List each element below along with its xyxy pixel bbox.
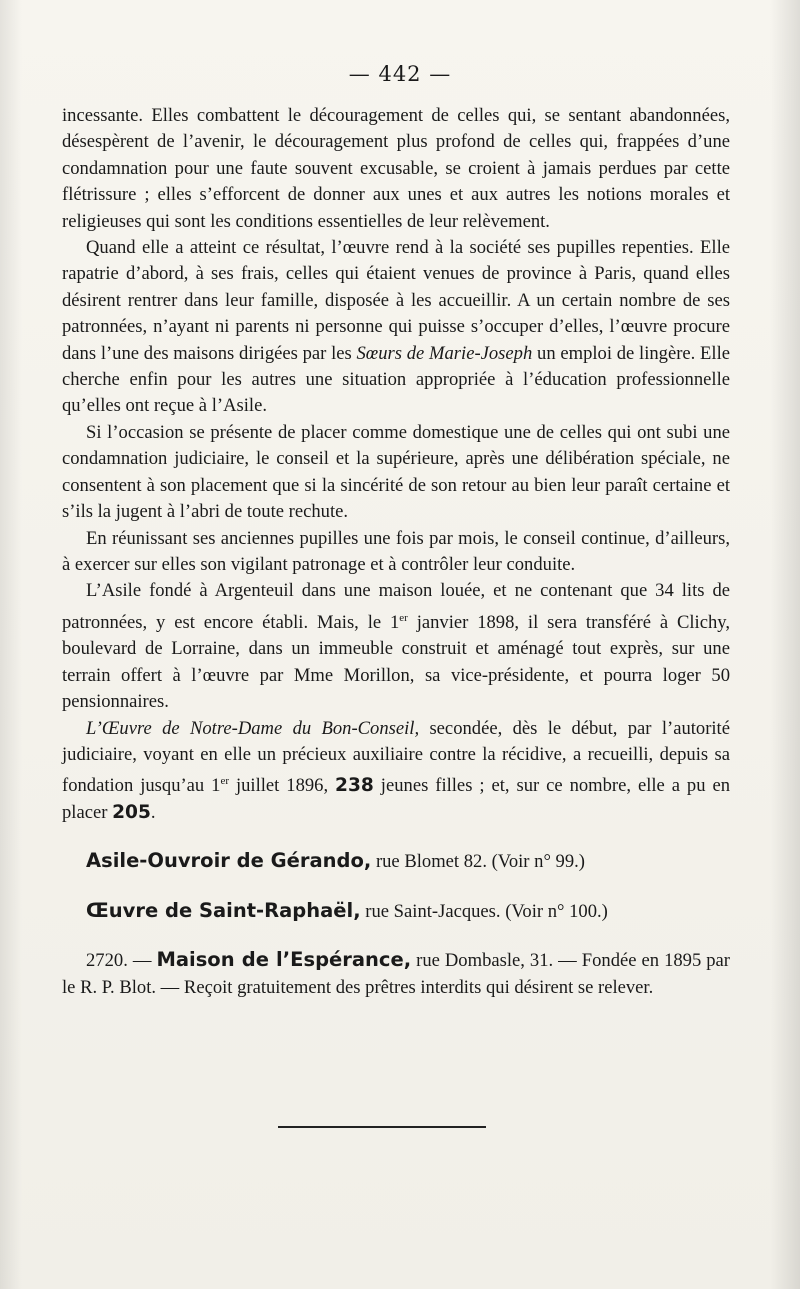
entry-title: Œuvre de Saint-Raphaël, [86,898,361,922]
bold-number: 238 [335,775,374,797]
separator-rule [278,1126,486,1128]
entry: Asile-Ouvroir de Gérando, rue Blomet 82. (Voir n° 99.) [86,849,585,873]
entry-title: Maison de l’Espérance, [156,948,412,972]
entry-number: 2720. — [86,950,157,972]
paragraph: Quand elle a atteint ce résultat, l’œuvre rend à la société ses pupilles repenties. Elle rapatrie d’abord, à ses frais, celles qui étaient venues de province à Paris, quand elles désirent rentrer dans leur famille, disposée à les accueillir. A un certain nombre de ses patronnées, n’ayant ni parents ni personne qui puisse s’occuper d’elles, l’œuvre procure dans l’une des maisons dirigées par les Sœurs de Marie-Joseph un emploi de lingère. Elle cherche enfin pour les autres une situation appropriée à l’éducation professionnelle qu’elles ont reçue à l’Asile. [62,237,731,417]
italic-name: Sœurs de Marie-Joseph [356,342,533,364]
entry: 2720. — Maison de l’Espérance, rue Dombasle, 31. — Fondée en 1895 par le R. P. Blot. — Reçoit gratuitement des prêtres interdits qui désirent se relever. [62,948,731,998]
paragraph: En réunissant ses anciennes pupilles une fois par mois, le conseil continue, d’ailleurs, à exercer sur elles son vigilant patronage et à contrôler leur conduite. [62,527,730,575]
paragraph: incessante. Elles combattent le découragement de celles qui, se sentant abandonnées, désespèrent de l’avenir, le découragement plus profond de celles qui, frappées d’une condamnation pour une faute souvent excusable, se croient à jamais perdues par cette flétrissure ; elles s’efforcent de donner aux unes et aux autres les notions morales et religieuses qui sont les conditions essentielles de leur relèvement. [62,105,730,232]
entry-title: Asile-Ouvroir de Gérando, [86,849,372,873]
page-edge-shadow-left [0,0,22,1289]
page-edge-shadow-right [770,0,800,1289]
bold-number: 205 [112,801,151,823]
italic-name: L’Œuvre de Notre-Dame du Bon-Conseil, [86,717,420,739]
paragraph: Si l’occasion se présente de placer comme domestique une de celles qui ont subi une condamnation judiciaire, le conseil et la supérieure, après une délibération spéciale, ne consentent à son placement que si la sincérité de son retour au bien leur paraît certaine et s’ils la jugent à l’abri de toute rechute. [62,421,730,523]
page-number: — 442 — [348,62,452,86]
paragraph: L’Œuvre de Notre-Dame du Bon-Conseil, secondée, dès le début, par l’autorité judiciaire, voyant en elle un précieux auxiliaire contre la récidive, a recueilli, depuis sa fondation jusqu’au 1er juillet 1896, 238 jeunes filles ; et, sur ce nombre, elle a pu en placer 205. [62,717,730,823]
entry: Œuvre de Saint-Raphaël, rue Saint-Jacques. (Voir n° 100.) [86,898,608,922]
paragraph: L’Asile fondé à Argenteuil dans une maison louée, et ne contenant que 34 lits de patronnées, y est encore établi. Mais, le 1er janvier 1898, il sera transféré à Clichy, boulevard de Lorraine, dans un immeuble construit et aménagé tout exprès, sur une terrain offert à l’œuvre par Mme Morillon, sa vice-présidente, et pourra loger 50 pensionnaires. [62,580,730,713]
body-text [62,103,730,1001]
